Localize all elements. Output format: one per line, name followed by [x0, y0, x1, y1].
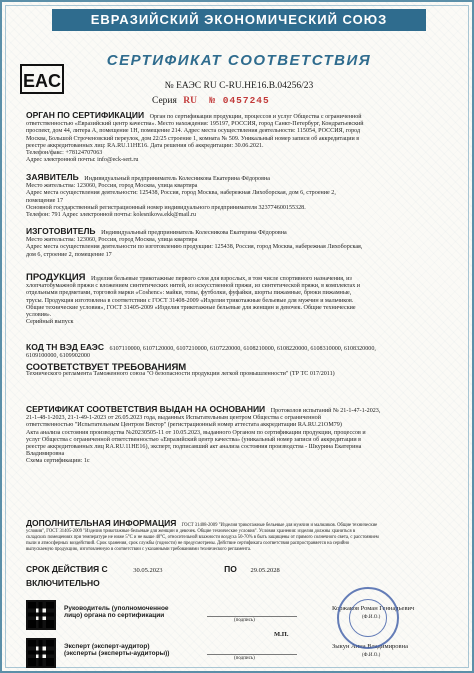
registration-number: № ЕАЭС RU С-RU.НЕ16.В.04256/23	[164, 81, 314, 91]
validity-to-date: 29.05.2028	[250, 567, 280, 574]
official-stamp	[337, 587, 399, 649]
series-label: Серия	[152, 96, 177, 106]
head-sign-caption: (подпись)	[234, 618, 255, 623]
validity-from-label: СРОК ДЕЙСТВИЯ С	[26, 564, 108, 574]
validity-to-label: ПО	[224, 564, 237, 574]
expert-name: Зыкун Анна Владимировна	[332, 643, 408, 650]
expert-name-caption: (Ф.И.О.)	[362, 653, 381, 658]
basis-section: СЕРТИФИКАТ СООТВЕТСТВИЯ ВЫДАН НА ОСНОВАНИИ Протоколов испытаний № 21-1-47-1-2023, 21-1-48-1-2023, 21-1-49-1-2023 от 26.05.2023 года, выданных Испытательным центром Общества с ограниченной ответственностью "Испытательным Центром Вектор" (регистрационный номер аттестата аккредитации RA.RU.21ОМ79) Акта анализа состояния производства №20230505-11 от 10.05.2023, выданного Органом по сертификации продукции, процессов и услуг Общества с ограниченной ответственностью «Евразийский центр качества» (уникальный номер записи об аккредитации в реестре аккредитованных лиц RA.RU.11НЕ16), эксперт, подписавший акт анализа состояния производства - Шкурина Екатерина Владимировна Схема сертификации: 1с	[26, 404, 381, 465]
head-label: Руководитель (уполномоченное лицо) органа по сертификации	[64, 605, 169, 619]
eac-logo: EAC	[20, 64, 64, 94]
tnved-section: КОД ТН ВЭД ЕАЭС 6107110000, 6107120000, 6107210000, 6107220000, 6108210000, 6108220000, 6108310000, 6108320000, 6109100000, 6109902000	[26, 342, 376, 360]
qr-code-head	[26, 600, 56, 630]
product-label: ПРОДУКЦИЯ	[26, 272, 86, 283]
applicant-label: ЗАЯВИТЕЛЬ	[26, 172, 79, 182]
serial-number: № 0457245	[209, 95, 270, 106]
union-banner: ЕВРАЗИЙСКИЙ ЭКОНОМИЧЕСКИЙ СОЮЗ	[52, 9, 426, 31]
applicant-section: ЗАЯВИТЕЛЬ Индивидуальный предприниматель Колесникова Екатерина Фёдоровна Место жительства: 123060, Россия, город Москва, улица квартира Адрес места осуществления деятельности: 125438, Россия, город Москва, набережная Лихоборская, дом 6, строение 2, помещение 17 Основной государственный регистрационный номер индивидуального предпринимателя 323774600155328. Телефон: 791 Адрес электронной почты: kolesnikova.ekk@mail.ru	[26, 172, 336, 219]
head-name-caption: (Ф.И.О.)	[362, 615, 381, 620]
organ-label: ОРГАН ПО СЕРТИФИКАЦИИ	[26, 110, 145, 120]
certificate-title: СЕРТИФИКАТ СООТВЕТСТВИЯ	[106, 52, 372, 69]
basis-label: СЕРТИФИКАТ СООТВЕТСТВИЯ ВЫДАН НА ОСНОВАНИИ	[26, 404, 266, 414]
validity-row	[26, 564, 454, 574]
expert-signature-line	[207, 640, 297, 655]
manufacturer-section: ИЗГОТОВИТЕЛЬ Индивидуальный предприниматель Колесникова Екатерина Фёдоровна Место жительства: 123060, Россия, город Москва, улица квартира Адрес места осуществления деятельности по изготовлению продукции: 125438, Россия, город Москва, набережная Лихоборская, дом 6, строение 2, помещение 17	[26, 226, 363, 258]
additional-label: ДОПОЛНИТЕЛЬНАЯ ИНФОРМАЦИЯ	[26, 518, 177, 528]
qr-code-expert	[26, 638, 56, 668]
manufacturer-label: ИЗГОТОВИТЕЛЬ	[26, 226, 96, 236]
tnved-label: КОД ТН ВЭД ЕАЭС	[26, 342, 104, 352]
validity-from-date: 30.05.2023	[133, 567, 163, 574]
head-signature-line	[207, 602, 297, 617]
expert-label: Эксперт (эксперт-аудитор) (эксперты (эксперты-аудиторы))	[64, 643, 170, 657]
additional-section: ДОПОЛНИТЕЛЬНАЯ ИНФОРМАЦИЯ ГОСТ 31408-2009 "Изделия трикотажные бельевые для мужчин и мальчиков. Общие технические условия", ГОСТ 31405-2009 "Изделия трикотажные бельевые для женщин и девочек. Общие технические условия". Условия хранения: изделия должны храниться в складских помещениях при температуре не ниже 5°С и не выше 40°С, относительной влажности воздуха 50-70% в быть защищены от прямого солнечного света, с расстоянием пыли и атмосферных воздействий. Срок хранения, срок службы (годности) не предусмотрены. Действие сертификата соответствия распространяется на серийно выпускаемую продукцию, изготовленную в соответствии с указанными требованиями технического регламента.	[26, 518, 379, 552]
validity-inclusive: ВКЛЮЧИТЕЛЬНО	[26, 578, 100, 588]
series-value: RU	[183, 96, 197, 106]
product-section: ПРОДУКЦИЯ Изделия бельевые трикотажные первого слоя для взрослых, в том числе спортивного назначения, из хлопчатобумажной пряжи с вложением синтетических нитей, из искусственной пряжи, из синтетической пряжи, в комплектах и отдельными предметами, торговой марки «Coshenс»: майки, топы, футболки, фуфайки, шорты пижамные, брюки пижамные, трусы. Продукция изготовлена в соответствии с ГОСТ 31408-2009 «Изделия трикотажные бельевые для мужчин и мальчиков. Общие технические условия», ГОСТ 31405-2009 «Изделия трикотажные бельевые для женщин и девочек. Общие технические условия». Серийный выпуск	[26, 272, 361, 326]
series-row	[152, 95, 270, 106]
requirements-section: СООТВЕТСТВУЕТ ТРЕБОВАНИЯМ Технического регламента Таможенного союза "О безопасности продукции легкой промышленности" (ТР ТС 017/2011)	[26, 364, 454, 378]
organ-section: ОРГАН ПО СЕРТИФИКАЦИИ Орган по сертификации продукции, процессов и услуг Общества с ограниченной ответственностью «Евразийский центр качества». Место нахождения: 195197, РОССИЯ, город Санкт-Петербург, Кондратьевский проспект, дом 44, литера А, помещение 1Н, помещение 214. Адрес места осуществления деятельности: 115054, РОССИЯ, город Москва, Большой Строченовский переулок, дом 22/25 строение 1, комната № 509. Уникальный номер записи об аккредитации в реестре аккредитованных лиц: RA.RU.11НЕ16. Дата решения об аккредитации: 30.06.2021. Телефон/факс: +78124707063 Адрес электронной почты: info@eck-sert.ru	[26, 110, 364, 164]
mp-mark: М.П.	[274, 631, 289, 638]
head-name: Коржаков Роман Геннадьевич	[332, 605, 415, 612]
requirements-label: СООТВЕТСТВУЕТ ТРЕБОВАНИЯМ	[26, 362, 187, 373]
expert-sign-caption: (подпись)	[234, 656, 255, 661]
